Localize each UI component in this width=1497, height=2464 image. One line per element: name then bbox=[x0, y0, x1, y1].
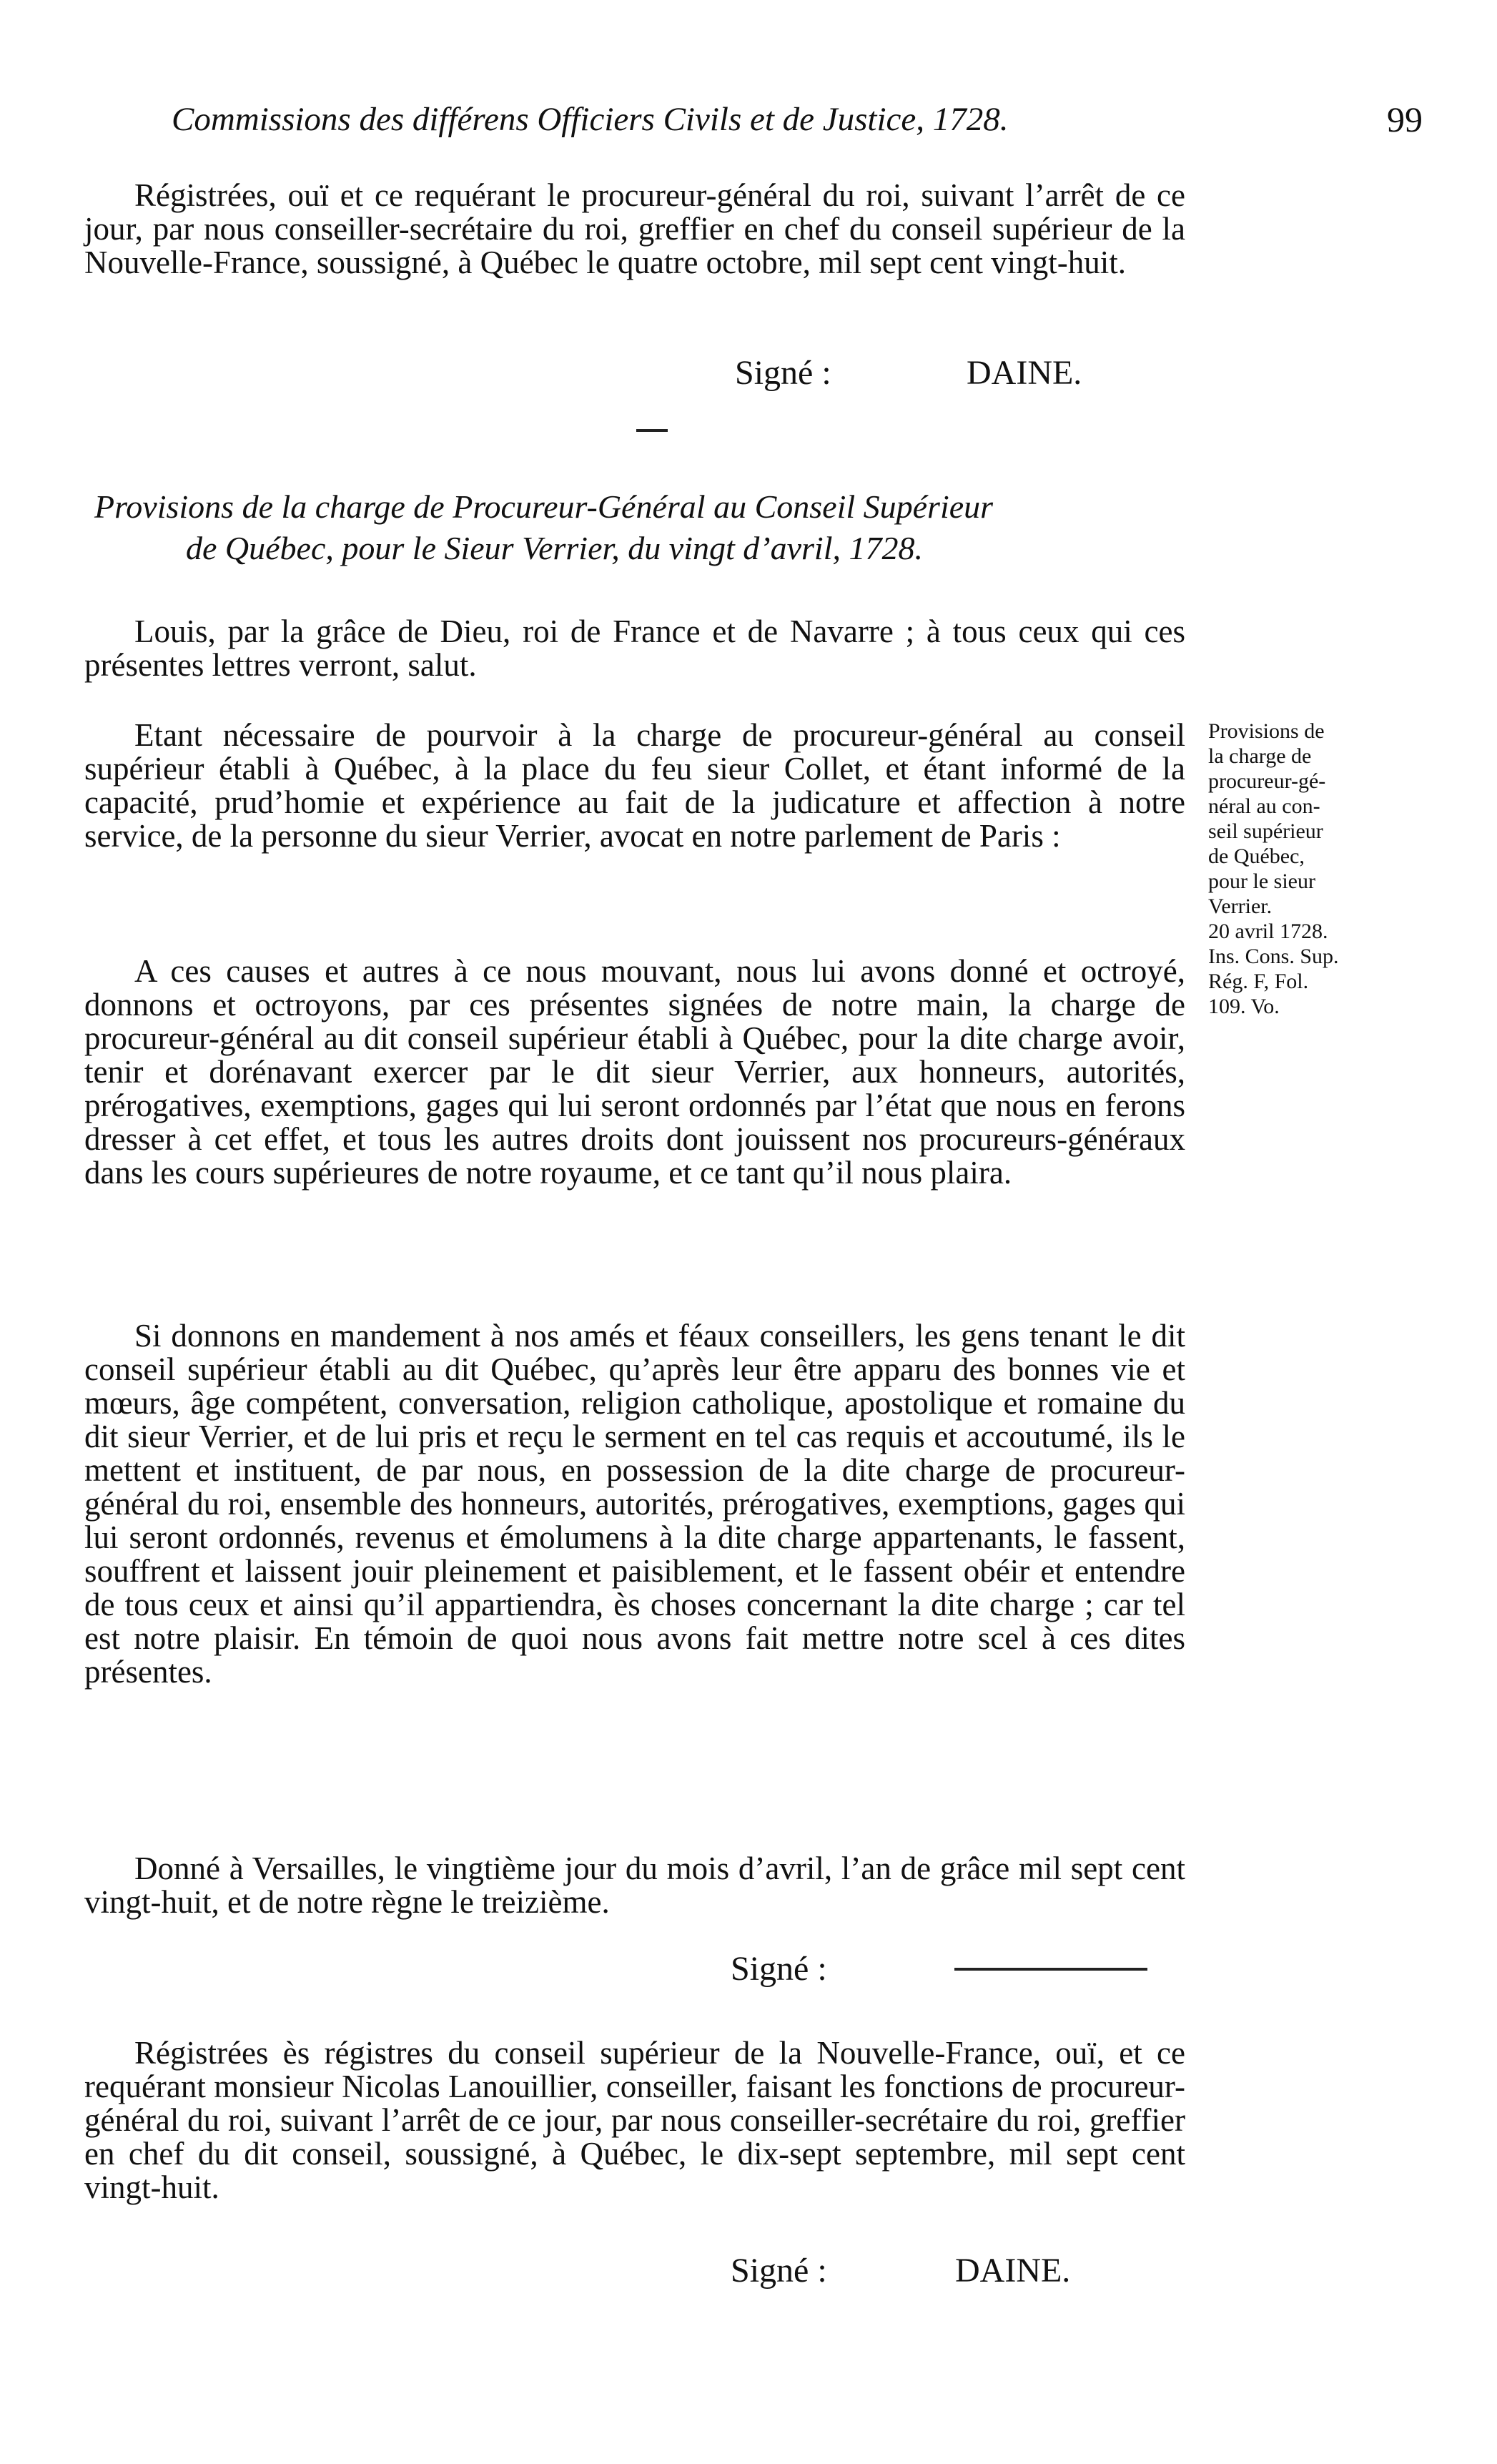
registration-paragraph-1 bbox=[84, 179, 1185, 280]
margin-note-line: Verrier. bbox=[1208, 895, 1273, 918]
margin-note-line: procureur-gé- bbox=[1208, 769, 1326, 793]
margin-note-line: Provisions de bbox=[1208, 719, 1325, 743]
registration-paragraph-2 bbox=[84, 2036, 1185, 2204]
provisions-title-line-2: de Québec, pour le Sieur Verrier, du vingt d’avril, 1728. bbox=[186, 530, 923, 566]
grant-paragraph bbox=[84, 955, 1185, 1190]
provisions-title bbox=[94, 486, 1210, 569]
margin-note-line: 109. Vo. bbox=[1208, 995, 1280, 1018]
signature-name-1: DAINE. bbox=[967, 354, 1082, 392]
margin-note-line: 20 avril 1728. bbox=[1208, 920, 1328, 943]
margin-note-line: seil supérieur bbox=[1208, 819, 1323, 843]
provisions-title-line-1: Provisions de la charge de Procureur-Général au Conseil Supérieur bbox=[94, 488, 994, 525]
running-header-title: Commissions des différens Officiers Civils et de Justice, 1728. bbox=[172, 101, 1009, 138]
registration-text-2: Régistrées ès régistres du conseil supérieur de la Nouvelle-France, ouï, et ce requérant monsieur Nicolas Lanouillier, conseiller, faisant les fonctions de procureur-général du roi, suivant l’arrêt de ce jour, par nous conseiller-secrétaire du roi, greffier en chef du dit conseil, soussigné, à Québec, le dix-sept septembre, mil sept cent vingt-huit. bbox=[84, 2035, 1185, 2205]
recital-text: Etant nécessaire de pourvoir à la charge de procureur-général au conseil supérieur établi à Québec, à la place du feu sieur Collet, et étant informé de la capacité, prud’homie et expérience au fait de la judicature et affection à notre service, de la personne du sieur Verrier, avocat en notre parlement de Paris : bbox=[84, 717, 1185, 854]
margin-note-line: Ins. Cons. Sup. bbox=[1208, 945, 1339, 968]
mandate-paragraph bbox=[84, 1319, 1185, 1689]
recital-paragraph bbox=[84, 719, 1185, 853]
grant-text: A ces causes et autres à ce nous mouvant, nous lui avons donné et octroyé, donnons et octroyons, par ces présentes signées de notre main, la charge de procureur-général au dit conseil supérieur établi à Québec, pour la dite charge avoir, tenir et dorénavant exercer par le dit sieur Verrier, aux honneurs, autorités, prérogatives, exemptions, gages qui lui seront ordonnés par l’état que nous en ferons dresser à cet effet, et tous les autres droits dont jouissent nos procureurs-généraux dans les cours supérieures de notre royaume, et ce tant qu’il nous plaira. bbox=[84, 953, 1185, 1191]
margin-note-line: néral au con- bbox=[1208, 794, 1320, 818]
margin-note-line: la charge de bbox=[1208, 744, 1312, 768]
given-at-paragraph bbox=[84, 1852, 1185, 1919]
salutation-text: Louis, par la grâce de Dieu, roi de France et de Navarre ; à tous ceux qui ces présentes lettres verront, salut. bbox=[84, 613, 1185, 683]
salutation-paragraph bbox=[84, 615, 1185, 682]
margin-note bbox=[1208, 719, 1423, 1019]
mandate-text: Si donnons en mandement à nos amés et féaux conseillers, les gens tenant le dit conseil supérieur établi au dit Québec, qu’après leur être apparu des bonnes vie et mœurs, âge compétent, conversation, religion catholique, apostolique et romaine du dit sieur Verrier, et de lui pris et reçu le serment en tel cas requis et accoutumé, ils le mettent et instituent, de par nous, en possession de la dite charge de procureur-général du roi, ensemble des honneurs, autorités, prérogatives, exemptions, gages qui lui seront ordonnés, revenus et émolumens à la dite charge appartenants, le fassent, souffrent et laissent jouir pleinement et paisiblement, et le fassent obéir et entendre de tous ceux et ainsi qu’il appartiendra, ès choses concernant la dite charge ; car tel est notre plaisir. En témoin de quoi nous avons fait mettre notre scel à ces dites présentes. bbox=[84, 1318, 1185, 1690]
signature-name-3: DAINE. bbox=[955, 2252, 1071, 2290]
margin-note-line: Rég. F, Fol. bbox=[1208, 970, 1309, 993]
given-at-text: Donné à Versailles, le vingtième jour du mois d’avril, l’an de grâce mil sept cent vingt-huit, et de notre règne le treizième. bbox=[84, 1851, 1185, 1920]
blank-signature-line bbox=[954, 1968, 1147, 1971]
signature-label-1: Signé : bbox=[735, 354, 831, 392]
margin-note-line: de Québec, bbox=[1208, 844, 1305, 868]
margin-note-line: pour le sieur bbox=[1208, 869, 1315, 893]
section-separator bbox=[636, 429, 668, 432]
registration-text-1: Régistrées, ouï et ce requérant le procureur-général du roi, suivant l’arrêt de ce jour, par nous conseiller-secrétaire du roi, greffier en chef du conseil supérieur de la Nouvelle-France, soussigné, à Québec le quatre octobre, mil sept cent vingt-huit. bbox=[84, 177, 1185, 280]
signature-label-3: Signé : bbox=[731, 2252, 827, 2290]
page-number: 99 bbox=[1387, 99, 1423, 139]
signature-label-2: Signé : bbox=[731, 1950, 827, 1988]
